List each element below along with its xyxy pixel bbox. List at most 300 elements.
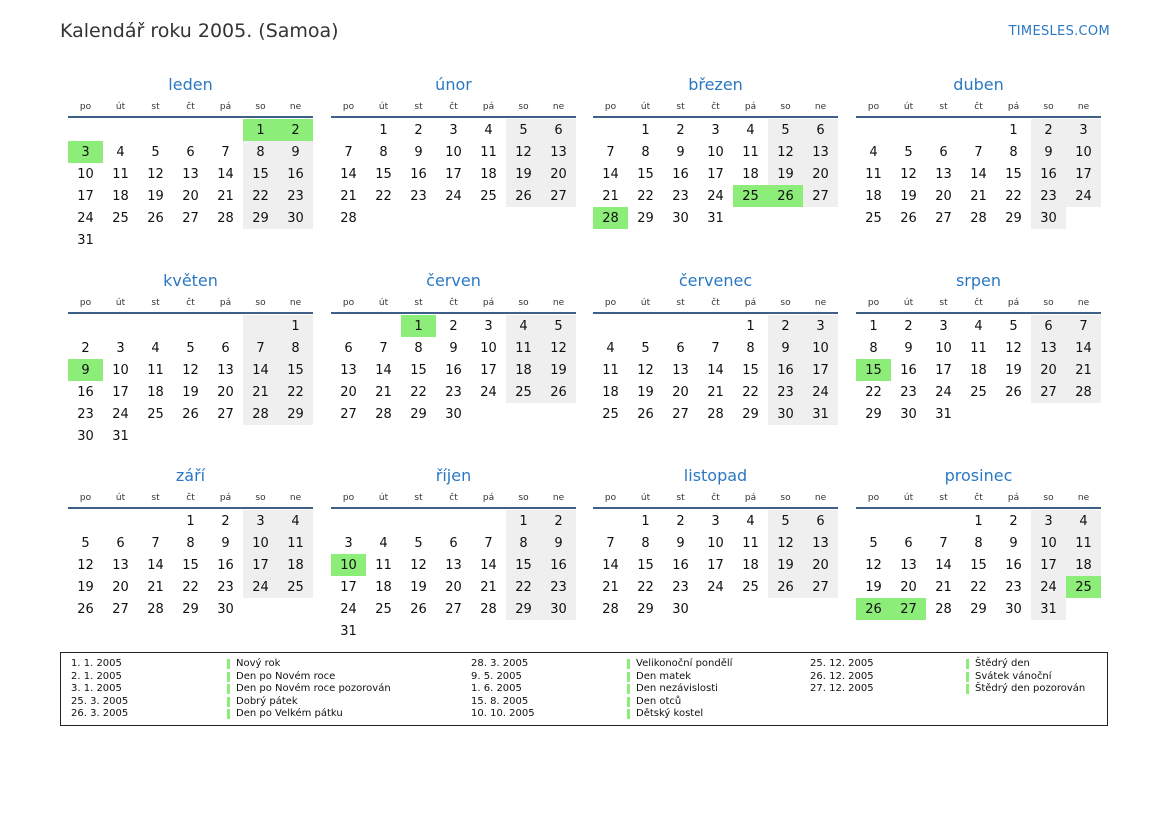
month-name: červen xyxy=(426,271,481,290)
empty-cell xyxy=(401,207,436,229)
weekday-label: út xyxy=(115,298,126,308)
day-cell: 18 xyxy=(742,557,759,573)
day-cell: 17 xyxy=(480,362,497,378)
legend-date: 9. 5. 2005 xyxy=(471,670,522,682)
weekday-label: po xyxy=(79,298,92,308)
day-cell: 27 xyxy=(803,576,838,598)
day-cell: 5 xyxy=(414,535,423,551)
day-cell: 9 xyxy=(1031,141,1066,163)
day-cell: 22 xyxy=(865,384,882,400)
empty-cell xyxy=(733,207,768,229)
empty-cell xyxy=(698,315,733,337)
day-cell: 17 xyxy=(77,188,94,204)
weekday-label: st xyxy=(676,298,685,308)
day-cell: 27 xyxy=(445,601,462,617)
weekday-label: čt xyxy=(449,493,458,503)
month-calendar xyxy=(331,465,576,642)
day-cell: 26 xyxy=(900,210,917,226)
weekday-label: čt xyxy=(711,102,720,112)
weekday-label: pá xyxy=(482,493,495,503)
day-cell: 27 xyxy=(340,406,357,422)
day-cell: 6 xyxy=(803,510,838,532)
day-cell: 19 xyxy=(900,188,917,204)
empty-cell xyxy=(138,119,173,141)
brand-link[interactable]: TIMESLES.COM xyxy=(1008,24,1110,39)
day-cell: 28 xyxy=(935,601,952,617)
day-cell: 4 xyxy=(1066,510,1101,532)
weekday-label: po xyxy=(867,493,880,503)
weekday-label: so xyxy=(255,102,266,112)
day-grid xyxy=(593,510,838,620)
day-cell: 15 xyxy=(970,557,987,573)
day-cell: 23 xyxy=(672,188,689,204)
day-cell: 2 xyxy=(676,513,685,529)
day-cell: 24 xyxy=(1066,185,1101,207)
day-cell: 23 xyxy=(217,579,234,595)
legend-date: 25. 12. 2005 xyxy=(810,658,874,669)
empty-cell xyxy=(278,229,313,251)
legend-date: 26. 3. 2005 xyxy=(71,708,129,719)
day-cell: 19 xyxy=(637,384,654,400)
empty-cell xyxy=(366,315,401,337)
day-cell: 7 xyxy=(484,535,493,551)
weekday-label: ne xyxy=(1077,102,1090,112)
day-cell: 20 xyxy=(112,579,129,595)
day-cell: 26 xyxy=(410,601,427,617)
day-cell: 4 xyxy=(606,340,615,356)
day-cell: 4 xyxy=(746,122,755,138)
day-cell: 25 xyxy=(865,210,882,226)
day-cell: 17 xyxy=(935,362,952,378)
day-cell: 13 xyxy=(541,141,576,163)
empty-cell xyxy=(208,119,243,141)
day-cell: 12 xyxy=(541,337,576,359)
day-cell: 2 xyxy=(676,122,685,138)
day-cell: 29 xyxy=(182,601,199,617)
day-cell: 9 xyxy=(541,532,576,554)
month-name: prosinec xyxy=(944,466,1013,485)
empty-cell xyxy=(173,425,208,447)
day-cell: 8 xyxy=(506,532,541,554)
weekday-header xyxy=(856,294,1101,314)
day-grid xyxy=(68,119,313,251)
day-cell: 16 xyxy=(900,362,917,378)
weekday-label: so xyxy=(780,298,791,308)
day-cell: 15 xyxy=(278,359,313,381)
weekday-label: st xyxy=(151,298,160,308)
day-cell: 22 xyxy=(637,188,654,204)
day-cell: 2 xyxy=(541,510,576,532)
legend-row xyxy=(471,696,732,709)
day-cell: 7 xyxy=(1066,315,1101,337)
empty-cell xyxy=(68,119,103,141)
legend-date: 27. 12. 2005 xyxy=(810,683,874,694)
weekday-label: út xyxy=(378,493,389,503)
day-cell: 12 xyxy=(865,557,882,573)
empty-cell xyxy=(891,119,926,141)
day-cell: 3 xyxy=(484,318,493,334)
empty-cell xyxy=(1066,598,1101,620)
day-cell: 29 xyxy=(970,601,987,617)
legend-column xyxy=(71,658,391,721)
weekday-label: st xyxy=(676,102,685,112)
empty-cell xyxy=(436,620,471,642)
day-cell: 18 xyxy=(112,188,129,204)
weekday-label: pá xyxy=(744,493,757,503)
weekday-label: ne xyxy=(1077,493,1090,503)
weekday-label: st xyxy=(676,493,685,503)
empty-cell xyxy=(471,207,506,229)
day-cell: 13 xyxy=(112,557,129,573)
legend-holiday-name: Svátek vánoční xyxy=(975,670,1052,682)
month-name: srpen xyxy=(955,271,1002,290)
empty-cell xyxy=(173,119,208,141)
month-name: duben xyxy=(953,75,1004,94)
day-grid xyxy=(68,510,313,620)
day-cell: 10 xyxy=(112,362,129,378)
day-cell: 13 xyxy=(803,532,838,554)
day-grid xyxy=(593,315,838,425)
day-cell: 6 xyxy=(186,144,195,160)
day-cell: 13 xyxy=(217,362,234,378)
day-cell: 10 xyxy=(77,166,94,182)
weekday-label: st xyxy=(939,298,948,308)
day-cell: 11 xyxy=(742,144,759,160)
day-cell: 18 xyxy=(278,554,313,576)
empty-cell xyxy=(593,119,628,141)
weekday-label: čt xyxy=(449,102,458,112)
day-cell: 17 xyxy=(707,166,724,182)
day-cell: 9 xyxy=(676,144,685,160)
day-cell: 7 xyxy=(606,144,615,160)
empty-cell xyxy=(733,598,768,620)
day-cell: 17 xyxy=(112,384,129,400)
day-cell: 28 xyxy=(970,210,987,226)
weekday-label: ne xyxy=(552,298,565,308)
day-cell: 23 xyxy=(672,579,689,595)
holiday-day-cell: 26 xyxy=(768,185,803,207)
holiday-day-cell: 3 xyxy=(68,141,103,163)
legend-date: 1. 6. 2005 xyxy=(471,683,522,694)
empty-cell xyxy=(103,229,138,251)
day-cell: 27 xyxy=(935,210,952,226)
empty-cell xyxy=(173,229,208,251)
day-cell: 25 xyxy=(506,381,541,403)
day-cell: 13 xyxy=(1031,337,1066,359)
holiday-day-cell: 1 xyxy=(401,315,436,337)
day-cell: 11 xyxy=(742,535,759,551)
weekday-label: po xyxy=(604,102,617,112)
day-cell: 4 xyxy=(151,340,160,356)
weekday-label: čt xyxy=(186,102,195,112)
day-cell: 31 xyxy=(1031,598,1066,620)
day-cell: 20 xyxy=(217,384,234,400)
weekday-label: čt xyxy=(974,298,983,308)
day-cell: 16 xyxy=(278,163,313,185)
day-cell: 19 xyxy=(1005,362,1022,378)
day-cell: 18 xyxy=(865,188,882,204)
day-cell: 23 xyxy=(410,188,427,204)
day-cell: 10 xyxy=(707,144,724,160)
day-cell: 13 xyxy=(900,557,917,573)
empty-cell xyxy=(401,620,436,642)
day-cell: 21 xyxy=(375,384,392,400)
day-cell: 26 xyxy=(147,210,164,226)
holiday-marker-icon xyxy=(627,709,630,719)
day-cell: 29 xyxy=(243,207,278,229)
day-cell: 6 xyxy=(1031,315,1066,337)
weekday-label: ne xyxy=(814,102,827,112)
holiday-marker-icon xyxy=(627,684,630,694)
day-cell: 22 xyxy=(742,384,759,400)
day-cell: 27 xyxy=(541,185,576,207)
day-cell: 15 xyxy=(742,362,759,378)
day-cell: 4 xyxy=(116,144,125,160)
day-cell: 18 xyxy=(1066,554,1101,576)
weekday-label: ne xyxy=(289,298,302,308)
day-cell: 22 xyxy=(243,185,278,207)
month-calendar xyxy=(856,74,1101,229)
weekday-header xyxy=(68,489,313,509)
holiday-legend xyxy=(60,652,1108,726)
day-cell: 23 xyxy=(77,406,94,422)
weekday-label: ne xyxy=(814,493,827,503)
day-cell: 1 xyxy=(278,315,313,337)
day-cell: 18 xyxy=(147,384,164,400)
day-cell: 6 xyxy=(803,119,838,141)
month-name: listopad xyxy=(683,466,748,485)
month-calendar xyxy=(68,465,313,620)
holiday-marker-icon xyxy=(627,697,630,707)
day-cell: 21 xyxy=(243,381,278,403)
day-cell: 6 xyxy=(221,340,230,356)
weekday-label: čt xyxy=(186,493,195,503)
day-cell: 31 xyxy=(112,428,129,444)
day-cell: 25 xyxy=(112,210,129,226)
day-cell: 9 xyxy=(1009,535,1018,551)
day-cell: 3 xyxy=(1066,119,1101,141)
day-cell: 10 xyxy=(935,340,952,356)
day-cell: 24 xyxy=(1031,576,1066,598)
day-cell: 29 xyxy=(637,210,654,226)
day-cell: 30 xyxy=(445,406,462,422)
day-cell: 17 xyxy=(340,579,357,595)
day-cell: 10 xyxy=(1066,141,1101,163)
legend-holiday-name: Den matek xyxy=(636,670,692,682)
day-cell: 1 xyxy=(869,318,878,334)
day-cell: 3 xyxy=(344,535,353,551)
day-grid xyxy=(331,510,576,642)
day-cell: 20 xyxy=(1031,359,1066,381)
day-cell: 1 xyxy=(974,513,983,529)
day-cell: 3 xyxy=(711,122,720,138)
weekday-label: po xyxy=(342,102,355,112)
day-cell: 17 xyxy=(1031,554,1066,576)
day-cell: 28 xyxy=(707,406,724,422)
day-cell: 28 xyxy=(375,406,392,422)
empty-cell xyxy=(506,207,541,229)
day-cell: 11 xyxy=(970,340,987,356)
day-cell: 26 xyxy=(768,576,803,598)
holiday-marker-icon xyxy=(227,672,230,682)
day-cell: 24 xyxy=(112,406,129,422)
empty-cell xyxy=(436,510,471,532)
legend-holiday-name: Nový rok xyxy=(236,658,281,669)
day-cell: 28 xyxy=(340,210,357,226)
day-grid xyxy=(68,315,313,447)
weekday-label: po xyxy=(604,298,617,308)
legend-row xyxy=(71,696,391,709)
weekday-label: čt xyxy=(711,298,720,308)
empty-cell xyxy=(768,207,803,229)
holiday-day-cell: 25 xyxy=(733,185,768,207)
weekday-label: st xyxy=(151,102,160,112)
day-cell: 21 xyxy=(1066,359,1101,381)
weekday-label: ne xyxy=(1077,298,1090,308)
weekday-label: st xyxy=(939,493,948,503)
day-cell: 12 xyxy=(147,166,164,182)
legend-date: 25. 3. 2005 xyxy=(71,695,129,707)
legend-column xyxy=(471,658,732,721)
day-cell: 19 xyxy=(182,384,199,400)
day-cell: 29 xyxy=(865,406,882,422)
month-name: únor xyxy=(435,75,472,94)
day-cell: 3 xyxy=(116,340,125,356)
weekday-label: pá xyxy=(1007,298,1020,308)
day-cell: 6 xyxy=(116,535,125,551)
day-cell: 6 xyxy=(541,119,576,141)
day-cell: 26 xyxy=(637,406,654,422)
day-cell: 26 xyxy=(1005,384,1022,400)
legend-row xyxy=(471,708,732,721)
day-cell: 1 xyxy=(641,122,650,138)
day-grid xyxy=(856,510,1101,620)
empty-cell xyxy=(593,510,628,532)
day-cell: 25 xyxy=(147,406,164,422)
weekday-label: pá xyxy=(482,102,495,112)
empty-cell xyxy=(541,403,576,425)
holiday-day-cell: 2 xyxy=(278,119,313,141)
day-cell: 22 xyxy=(970,579,987,595)
day-cell: 20 xyxy=(340,384,357,400)
day-cell: 14 xyxy=(602,557,619,573)
month-name: březen xyxy=(688,75,743,94)
day-cell: 1 xyxy=(746,318,755,334)
day-cell: 18 xyxy=(602,384,619,400)
day-cell: 20 xyxy=(672,384,689,400)
day-cell: 29 xyxy=(1005,210,1022,226)
day-cell: 27 xyxy=(803,185,838,207)
weekday-header xyxy=(593,98,838,118)
empty-cell xyxy=(331,119,366,141)
empty-cell xyxy=(891,510,926,532)
holiday-day-cell: 9 xyxy=(68,359,103,381)
weekday-label: po xyxy=(342,493,355,503)
month-calendar xyxy=(68,270,313,447)
weekday-label: pá xyxy=(744,102,757,112)
empty-cell xyxy=(243,315,278,337)
day-cell: 8 xyxy=(278,337,313,359)
day-grid xyxy=(856,315,1101,425)
day-cell: 14 xyxy=(935,557,952,573)
weekday-header xyxy=(856,489,1101,509)
weekday-label: so xyxy=(1043,298,1054,308)
weekday-label: út xyxy=(378,298,389,308)
day-cell: 19 xyxy=(147,188,164,204)
day-cell: 22 xyxy=(410,384,427,400)
holiday-marker-icon xyxy=(227,684,230,694)
holiday-day-cell: 26 xyxy=(856,598,891,620)
day-cell: 14 xyxy=(147,557,164,573)
day-cell: 16 xyxy=(77,384,94,400)
empty-cell xyxy=(208,315,243,337)
day-cell: 8 xyxy=(379,144,388,160)
day-cell: 5 xyxy=(904,144,913,160)
day-cell: 4 xyxy=(484,122,493,138)
empty-cell xyxy=(103,315,138,337)
weekday-label: čt xyxy=(711,493,720,503)
legend-date: 2. 1. 2005 xyxy=(71,670,122,682)
day-cell: 3 xyxy=(243,510,278,532)
legend-row xyxy=(810,671,1085,684)
weekday-label: pá xyxy=(744,298,757,308)
day-cell: 7 xyxy=(974,144,983,160)
day-cell: 3 xyxy=(449,122,458,138)
legend-row xyxy=(71,683,391,696)
weekday-label: pá xyxy=(219,298,232,308)
day-cell: 30 xyxy=(1031,207,1066,229)
month-name: leden xyxy=(168,75,213,94)
weekday-header xyxy=(331,489,576,509)
day-cell: 12 xyxy=(637,362,654,378)
legend-row xyxy=(471,683,732,696)
day-cell: 9 xyxy=(449,340,458,356)
weekday-label: út xyxy=(903,493,914,503)
weekday-label: so xyxy=(518,493,529,503)
day-cell: 11 xyxy=(480,144,497,160)
day-cell: 9 xyxy=(904,340,913,356)
day-cell: 17 xyxy=(445,166,462,182)
weekday-label: čt xyxy=(449,298,458,308)
day-cell: 13 xyxy=(672,362,689,378)
day-cell: 13 xyxy=(182,166,199,182)
day-cell: 8 xyxy=(641,144,650,160)
weekday-label: so xyxy=(780,102,791,112)
holiday-day-cell: 10 xyxy=(331,554,366,576)
empty-cell xyxy=(331,315,366,337)
empty-cell xyxy=(401,510,436,532)
day-cell: 11 xyxy=(602,362,619,378)
empty-cell xyxy=(803,207,838,229)
weekday-label: so xyxy=(255,298,266,308)
day-cell: 28 xyxy=(217,210,234,226)
day-cell: 8 xyxy=(746,340,755,356)
day-cell: 2 xyxy=(1031,119,1066,141)
day-grid xyxy=(856,119,1101,229)
legend-holiday-name: Den po Novém roce pozorován xyxy=(236,683,391,694)
day-cell: 28 xyxy=(147,601,164,617)
day-cell: 5 xyxy=(151,144,160,160)
day-cell: 12 xyxy=(900,166,917,182)
day-cell: 31 xyxy=(935,406,952,422)
day-cell: 5 xyxy=(869,535,878,551)
holiday-day-cell: 1 xyxy=(243,119,278,141)
day-cell: 18 xyxy=(506,359,541,381)
holiday-day-cell: 27 xyxy=(891,598,926,620)
legend-holiday-name: Štědrý den xyxy=(975,658,1030,669)
day-cell: 11 xyxy=(506,337,541,359)
legend-row xyxy=(71,671,391,684)
